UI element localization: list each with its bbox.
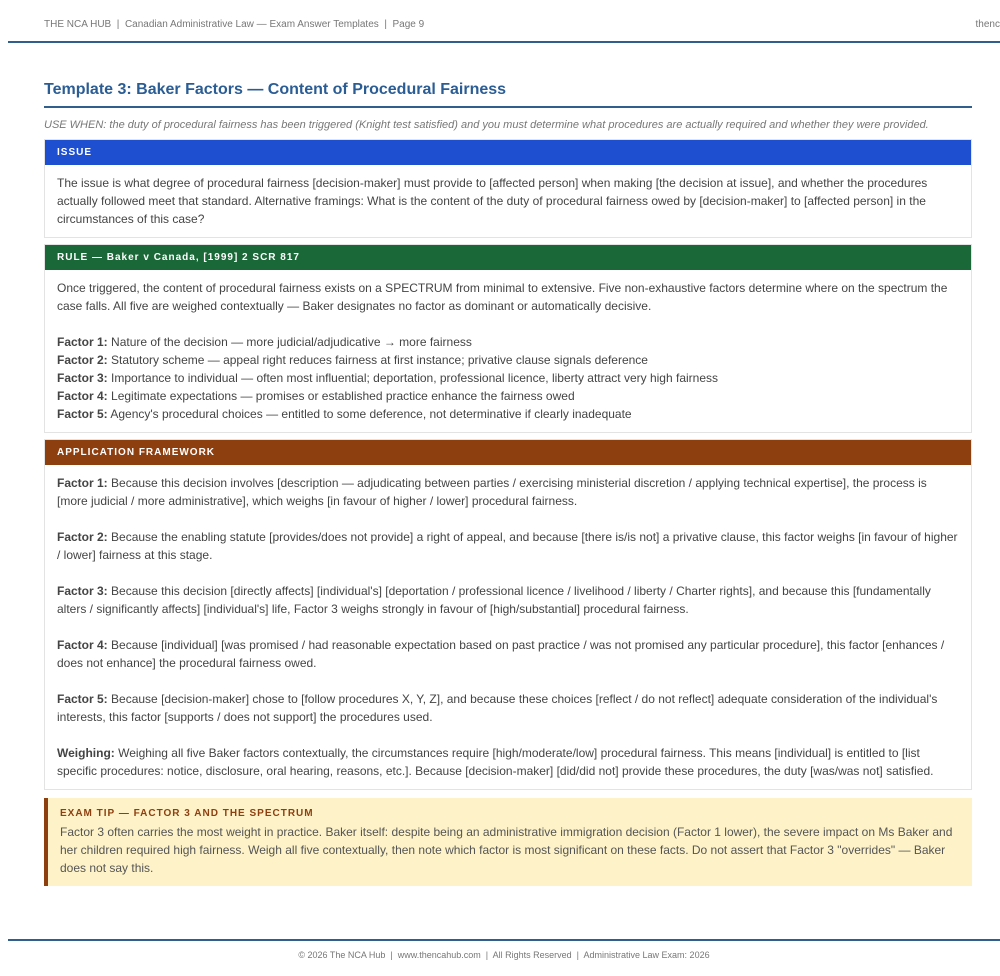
paragraph-text: Because the enabling statute [provides/does not provide] a right of appeal, and because [there is/is not] a privative clause, this factor weighs [in favour of higher / lower] fairness at this stage.	[57, 530, 958, 562]
paragraph-label: Factor 3:	[57, 584, 108, 598]
factor-item	[57, 333, 959, 351]
factor-text: Importance to individual — often most influential; deportation, professional licence, liberty attract very high fairness	[111, 371, 719, 385]
factor-item	[57, 405, 959, 423]
factor-label: Factor 1:	[57, 335, 108, 349]
rule-intro: Once triggered, the content of procedural fairness exists on a SPECTRUM from minimal to extensive. Five non-exhaustive factors determine where on the spectrum the case falls. All five are weighed contextually — Baker designates no factor as dominant or automatically decisive.	[57, 281, 948, 313]
factor-label: Factor 2:	[57, 353, 108, 367]
application-heading: APPLICATION FRAMEWORK	[45, 440, 971, 465]
header-left-text: THE NCA HUB | Canadian Administrative Law — Exam Answer Templates | Page 9	[44, 19, 425, 30]
factor-list	[57, 333, 959, 423]
page-footer	[8, 939, 1000, 960]
factor-item	[57, 369, 959, 387]
factor-label: Factor 4:	[57, 389, 108, 403]
use-when-note: USE WHEN: the duty of procedural fairness has been triggered (Knight test satisfied) and you must determine what procedures are actually required and whether they were provided.	[44, 119, 929, 131]
factor-item	[57, 351, 959, 369]
factor-label: Factor 5:	[57, 407, 108, 421]
page-title: Template 3: Baker Factors — Content of Procedural Fairness	[44, 80, 972, 108]
factor-label: Factor 3:	[57, 371, 108, 385]
paragraph-text: Because [decision-maker] chose to [follow procedures X, Y, Z], and because these choices [reflect / do not reflect] adequate consideration of the individual's interests, this factor [supports / does not support] the procedures used.	[57, 692, 938, 724]
issue-section	[44, 139, 972, 238]
application-paragraph	[57, 690, 959, 726]
application-paragraph	[57, 528, 959, 564]
application-paragraph	[57, 636, 959, 672]
paragraph-text: Weighing all five Baker factors contextually, the circumstances require [high/moderate/low] procedural fairness. This means [individual] is entitled to [list specific procedures: notice, disclosure, oral hearing, reasons, etc.]. Because [decision-maker] [did/did not] provide these procedures, the duty [was/was not] satisfied.	[57, 746, 934, 778]
header-right-text: thenc	[975, 19, 1000, 30]
rule-body	[45, 270, 971, 432]
paragraph-text: Because this decision involves [description — adjudicating between parties / exercising ministerial discretion / applying technical expertise], the process is [more judicial / more administrative], which weighs [in favour of higher / lower] procedural fairness.	[57, 476, 927, 508]
paragraph-label: Weighing:	[57, 746, 115, 760]
issue-heading: ISSUE	[45, 140, 971, 165]
application-paragraph	[57, 474, 959, 510]
issue-body	[45, 165, 971, 237]
rule-heading: RULE — Baker v Canada, [1999] 2 SCR 817	[45, 245, 971, 270]
application-paragraph	[57, 582, 959, 618]
factor-text: Statutory scheme — appeal right reduces fairness at first instance; privative clause signals deference	[111, 353, 648, 367]
exam-tip-heading: EXAM TIP — FACTOR 3 AND THE SPECTRUM	[60, 808, 314, 819]
paragraph-label: Factor 5:	[57, 692, 108, 706]
footer-text: © 2026 The NCA Hub | www.thencahub.com | All Rights Reserved | Administrative Law Exam: 2026	[298, 950, 710, 960]
issue-text: The issue is what degree of procedural fairness [decision-maker] must provide to [affected person] when making [the decision at issue], and whether the procedures actually followed meet that standard. Alternative framings: What is the content of the duty of procedural fairness owed by [decision-maker] to [affected person] in the circumstances of this case?	[57, 176, 928, 226]
application-section	[44, 439, 972, 790]
page-content	[44, 80, 972, 886]
factor-item	[57, 387, 959, 405]
paragraph-text: Because [individual] [was promised / had reasonable expectation based on past practice / was not promised any particular procedure], this factor [enhances / does not enhance] the procedural fairness owed.	[57, 638, 945, 670]
paragraph-label: Factor 4:	[57, 638, 108, 652]
paragraph-label: Factor 2:	[57, 530, 108, 544]
paragraph-text: Because this decision [directly affects] [individual's] [deportation / professional licence / livelihood / liberty / Charter rights], and because this [fundamentally alters / significantly affects] [individual's] life, Factor 3 weighs strongly in favour of [high/substantial] procedural fairness.	[57, 584, 931, 616]
factor-text: Agency's procedural choices — entitled to some deference, not determinative if clearly inadequate	[110, 407, 632, 421]
application-body	[45, 465, 971, 789]
exam-tip-callout	[44, 798, 972, 886]
running-header	[8, 0, 1000, 43]
exam-tip-body: Factor 3 often carries the most weight in practice. Baker itself: despite being an administrative immigration decision (Factor 1 lower), the severe impact on Ms Baker and her children required high fairness. Weigh all five contextually, then note which factor is most significant on these facts. Do not assert that Factor 3 "overrides" — Baker does not say this.	[60, 825, 953, 875]
paragraph-label: Factor 1:	[57, 476, 108, 490]
application-paragraph	[57, 744, 959, 780]
factor-text: Legitimate expectations — promises or established practice enhance the fairness owed	[111, 389, 575, 403]
factor-text: Nature of the decision — more judicial/adjudicative → more fairness	[111, 335, 472, 349]
rule-section	[44, 244, 972, 433]
